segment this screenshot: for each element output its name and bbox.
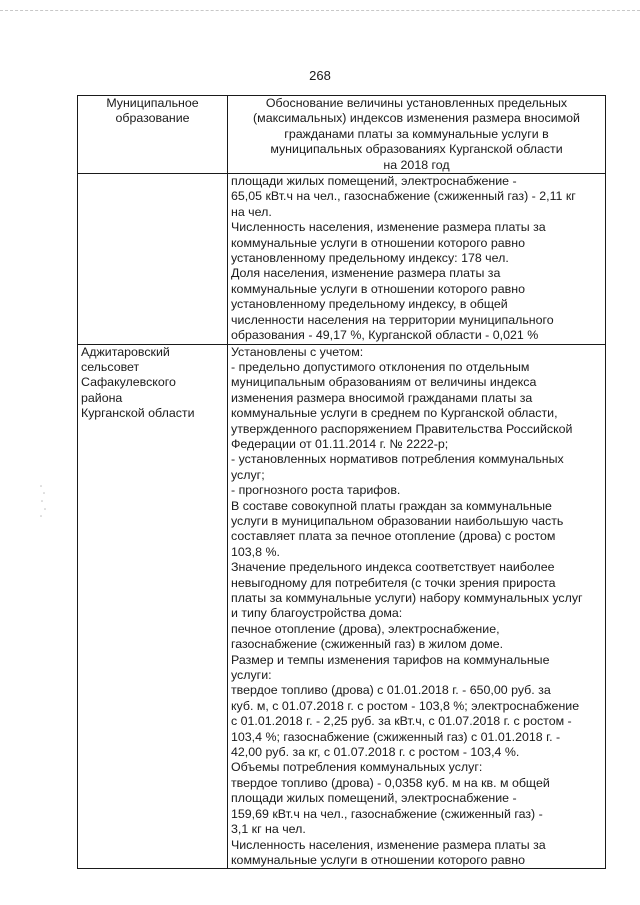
- row2-text-line: твердое топливо (дрова) с 01.01.2018 г. - 650,00 руб. за: [231, 683, 551, 698]
- header-col2-line: Обоснование величины установленных предельных: [265, 96, 568, 110]
- row2-text-line: газоснабжение (сжиженный газ) в жилом доме.: [231, 637, 504, 652]
- row2-text-line: 159,69 кВт.ч на чел., газоснабжение (сжиженный газ) -: [231, 806, 543, 821]
- row2-text-line: муниципальным образованиям от величины индекса: [231, 375, 537, 390]
- header-municipality-cell: [78, 96, 228, 174]
- header-col1-line: образование: [115, 111, 190, 126]
- page-number: 268: [309, 68, 331, 83]
- header-justification-cell: [228, 96, 606, 174]
- justification-table: [77, 95, 606, 869]
- header-col2-line: на 2018 год: [383, 157, 450, 172]
- scan-margin-marks: [38, 482, 48, 522]
- row2-text-line: Численность населения, изменение размера платы за: [231, 837, 546, 852]
- scan-noise-icon: [38, 482, 48, 522]
- row2-text-line: 103,4 %; газоснабжение (сжиженный газ) с 01.01.2018 г. -: [231, 729, 561, 744]
- header-col2-line: муниципальных образованиях Курганской области: [270, 142, 563, 157]
- table-row: [78, 174, 606, 344]
- row2-text-line: коммунальные услуги в среднем по Курганской области,: [231, 406, 558, 421]
- row2-text-line: и типу благоустройства дома:: [231, 606, 403, 621]
- row1-municipality-cell: [78, 174, 228, 344]
- row2-text-line: Федерации от 01.11.2014 г. № 2222-р;: [231, 436, 449, 451]
- row2-municipality-line: района: [81, 390, 123, 405]
- row1-text-line: коммунальные услуги в отношении которого равно: [231, 281, 525, 296]
- row2-municipality-line: Курганской области: [81, 406, 195, 421]
- row2-text-line: Установлены с учетом:: [231, 344, 364, 359]
- row2-text-line: - прогнозного роста тарифов.: [231, 483, 401, 498]
- row2-text-line: - предельно допустимого отклонения по отдельным: [231, 359, 530, 374]
- header-col2-line: (максимальных) индексов изменения размера вносимой: [253, 111, 580, 126]
- row2-text-line: 42,00 руб. за кг, с 01.07.2018 г. с ростом - 103,4 %.: [231, 745, 520, 760]
- row2-text-line: услуг;: [231, 467, 265, 482]
- row1-text-line: площади жилых помещений, электроснабжение -: [231, 174, 517, 189]
- row2-text-line: Размер и темпы изменения тарифов на коммунальные: [231, 652, 550, 667]
- row2-text-line: платы за коммунальные услуги) набору коммунальных услуг: [231, 591, 583, 605]
- row2-text-line: печное отопление (дрова), электроснабжение,: [231, 621, 500, 636]
- row2-text-line: услуги:: [231, 668, 272, 683]
- row2-text-line: В составе совокупной платы граждан за коммунальные: [231, 498, 552, 513]
- row2-text-line: площади жилых помещений, электроснабжение -: [231, 791, 517, 806]
- row1-text-line: Доля населения, изменение размера платы за: [231, 266, 501, 281]
- row1-text-line: Численность населения, изменение размера платы за: [231, 220, 546, 235]
- row2-text-line: Значение предельного индекса соответствует наиболее: [231, 560, 555, 575]
- row2-text-line: с 01.01.2018 г. - 2,25 руб. за кВт.ч, с 01.07.2018 г. с ростом -: [231, 714, 572, 729]
- row2-municipality-line: сельсовет: [81, 359, 140, 374]
- row1-text-line: 65,05 кВт.ч на чел., газоснабжение (сжиженный газ) - 2,11 кг: [231, 189, 576, 204]
- row2-text-line: 3,1 кг на чел.: [231, 822, 306, 837]
- row2-municipality-cell: [78, 344, 228, 869]
- row2-text-line: Объемы потребления коммунальных услуг:: [231, 760, 483, 775]
- row2-text-line: 103,8 %.: [231, 544, 280, 559]
- row2-justification-cell: [228, 344, 606, 869]
- row2-municipality-line: Сафакулевского: [81, 375, 176, 390]
- row2-text-line: невыгодному для потребителя (с точки зрения прироста: [231, 575, 556, 590]
- row1-text-line: на чел.: [231, 204, 272, 219]
- row2-text-line: составляет плата за печное отопление (дрова) с ростом: [231, 529, 556, 544]
- row2-text-line: услуги в муниципальном образовании наибольшую часть: [231, 513, 564, 528]
- row2-text-line: утвержденного распоряжением Правительства Российской: [231, 421, 573, 436]
- table-row: [78, 344, 606, 869]
- row1-text-line: установленному предельному индексу: 178 чел.: [231, 251, 509, 266]
- row1-text-line: численности населения на территории муниципального: [231, 312, 554, 327]
- row2-text-line: куб. м, с 01.07.2018 г. с ростом - 103,8 %; электроснабжение: [231, 698, 580, 713]
- row2-text-line: твердое топливо (дрова) - 0,0358 куб. м на кв. м общей: [231, 775, 550, 790]
- scan-edge-line: [0, 10, 640, 11]
- row1-text-line: образования - 49,17 %, Курганской области - 0,021 %: [231, 328, 539, 343]
- header-col2-line: гражданами платы за коммунальные услуги в: [284, 126, 549, 141]
- row2-text-line: изменения размера вносимой гражданами платы за: [231, 390, 533, 405]
- row1-text-line: установленному предельному индексу, в общей: [231, 297, 508, 312]
- row2-text-line: - установленных нормативов потребления коммунальных: [231, 452, 564, 467]
- header-col1-line: Муниципальное: [106, 96, 199, 110]
- row1-text-line: коммунальные услуги в отношении которого равно: [231, 235, 525, 250]
- row2-municipality-line: Аджитаровский: [81, 344, 170, 359]
- table-header-row: [78, 96, 606, 174]
- row2-text-line: коммунальные услуги в отношении которого равно: [231, 852, 525, 867]
- row1-justification-cell: [228, 174, 606, 344]
